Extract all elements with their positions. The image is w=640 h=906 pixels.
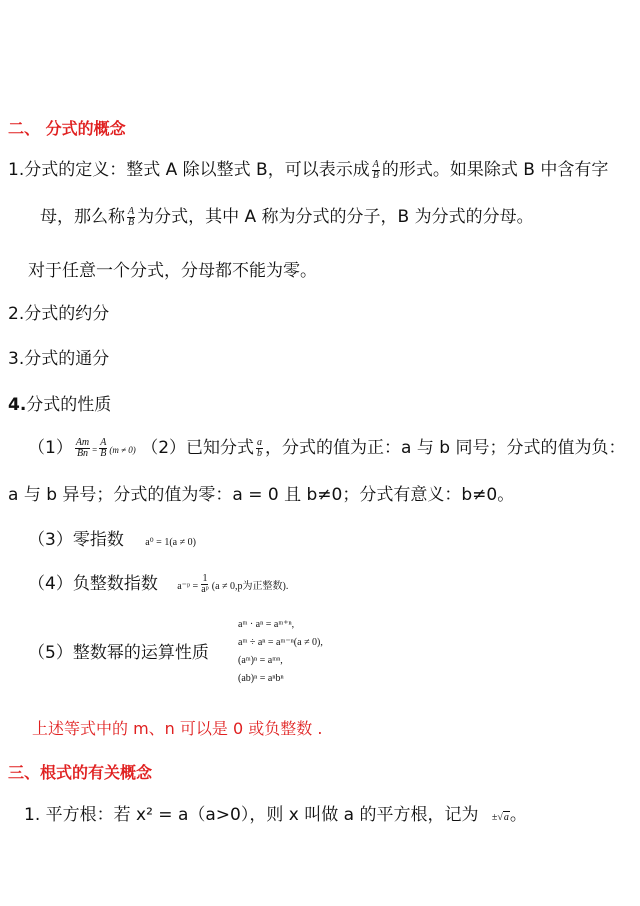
exponent-note: 上述等式中的 m、n 可以是 0 或负整数 . [32, 719, 323, 738]
exponent-rules [238, 618, 323, 685]
formula-am-bn [75, 438, 90, 459]
item-properties-text: 分式的性质 [26, 395, 112, 415]
definition-line2 [40, 206, 534, 228]
item-properties [8, 394, 111, 416]
property-1-label: （1） [28, 438, 73, 458]
radical-icon: √ [497, 812, 503, 823]
property-3-label: （3）零指数 [28, 530, 124, 550]
definition-prefix: 1.分式的定义：整式 A 除以整式 B，可以表示成 [8, 160, 370, 180]
fraction-numerator: a [257, 436, 263, 448]
exponent-rule: (aᵐ)ⁿ = aᵐⁿ, [238, 655, 283, 666]
section2-heading: 二、 分式的概念 [8, 119, 126, 138]
item-common-denominator: 3.分式的通分 [8, 349, 110, 369]
property-2-text: ，分式的值为正：a 与 b 同号；分式的值为负： [265, 438, 626, 458]
property-5-label: （5）整数幂的运算性质 [28, 643, 209, 663]
negative-exponent-left: a⁻ᵖ = [177, 581, 199, 592]
property-4-label: （4）负整数指数 [28, 574, 158, 594]
nonzero-denominator-note: 对于任意一个分式，分母都不能为零。 [28, 261, 317, 281]
item-reduction: 2.分式的约分 [8, 304, 110, 324]
item-properties-number: 4. [8, 395, 27, 415]
fraction-denominator: B [372, 169, 379, 181]
property-2-line2: a 与 b 异号；分式的值为零：a = 0 且 b≠0；分式有意义：b≠0。 [8, 485, 515, 505]
fraction-numerator: A [372, 158, 379, 170]
fraction-numerator: A [128, 205, 135, 217]
definition-line2-suffix: 为分式，其中 A 称为分式的分子，B 为分式的分母。 [137, 207, 534, 227]
zero-exponent-formula: a⁰ = 1(a ≠ 0) [145, 537, 196, 548]
exponent-rule: aᵐ ÷ aⁿ = aᵐ⁻ⁿ(a ≠ 0), [238, 637, 323, 648]
definition-line2-prefix: 母，那么称 [40, 207, 125, 227]
square-root-definition [24, 804, 527, 826]
property-2-label: （2）已知分式 [141, 438, 255, 458]
fraction-a-over-b-lower [256, 438, 263, 459]
exponent-rule: aᵐ · aⁿ = aᵐ⁺ⁿ, [238, 619, 295, 630]
square-root-text: 1. 平方根：若 x² = a（a>0），则 x 叫做 a 的平方根，记为 [24, 805, 479, 825]
exponent-rule: (ab)ⁿ = aⁿbⁿ [238, 673, 284, 684]
fraction-denominator: b [257, 447, 263, 459]
formula-condition: (m ≠ 0) [109, 445, 136, 455]
property-4-line [28, 573, 288, 595]
plus-minus-sign: ± [491, 812, 498, 823]
property-3-line [28, 529, 196, 551]
fraction-numerator: 1 [202, 572, 208, 584]
property-1-2-line [28, 437, 625, 461]
negative-exponent-fraction [200, 574, 210, 595]
formula-den: B [100, 447, 107, 459]
negative-exponent-right: (a ≠ 0,p为正整数). [211, 581, 289, 592]
radicand: a [503, 812, 509, 823]
fraction-a-over-b [372, 160, 380, 181]
definition-suffix: 的形式。如果除式 B 中含有字 [381, 160, 609, 180]
fraction-denominator: B [128, 216, 135, 228]
formula-equals: = [92, 445, 98, 455]
definition-line1 [8, 159, 608, 181]
fraction-a-over-b-2 [127, 207, 135, 228]
sentence-end: 。 [509, 805, 527, 825]
formula-num: Am [75, 436, 90, 448]
fraction-denominator: aᵖ [201, 583, 209, 595]
section3-heading: 三、根式的有关概念 [8, 763, 153, 782]
formula-num: A [100, 436, 107, 448]
formula-den: Bn [76, 447, 89, 459]
formula-a-b [99, 438, 107, 459]
